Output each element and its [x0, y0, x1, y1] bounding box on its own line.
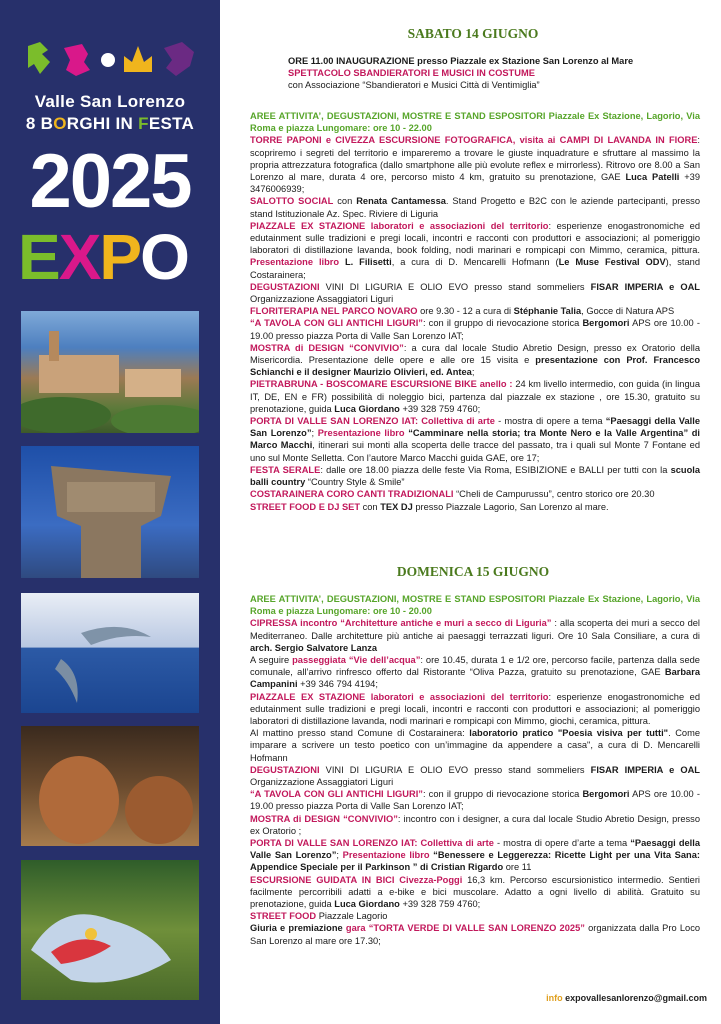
saturday-events — [250, 110, 700, 513]
piazzale-event — [250, 220, 700, 281]
white-dot-shape — [101, 53, 115, 67]
tavola-group: Bergomori — [582, 318, 630, 329]
sidebar — [0, 0, 220, 1024]
brand-subtitle-f: F — [138, 114, 149, 133]
mosaic-sculpture-photo — [21, 860, 199, 1000]
degustazioni-text1: VINI DI LIGURIA E OLIO EVO presso stand sommeliers — [319, 281, 591, 292]
escursione-event — [250, 874, 700, 911]
costarainera-event — [250, 488, 700, 500]
brand-shapes-logo — [26, 40, 196, 80]
sunday-piazzale-event — [250, 691, 700, 728]
floriterapia-heading: FLORITERAPIA NEL PARCO NOVARO — [250, 306, 418, 317]
sunday-degustazioni-event — [250, 764, 700, 788]
street-text2: presso Piazzale Lagorio, San Lorenzo al mare. — [412, 501, 609, 512]
brand-subtitle-part1: 8 B — [25, 114, 54, 133]
sunday-porta-book-heading: Presentazione libro — [342, 850, 434, 861]
sunday-tavola-heading: “A TAVOLA CON GLI ANTICHI LIGURI” — [250, 789, 423, 800]
sunday-porta-text2: ; — [336, 850, 343, 861]
brand-expo — [18, 222, 188, 292]
piazzale-book-heading: Presentazione libro — [250, 257, 345, 268]
footer-email[interactable]: expovallesanlorenzo@gmail.com — [565, 993, 707, 1003]
brand-subtitle-o: O — [53, 114, 67, 133]
escursione-text3: +39 328 759 4760; — [399, 899, 481, 910]
costarainera-text1: “Cheli de Campurussu”, centro storico ore 20.30 — [453, 489, 655, 500]
street-text1: con — [360, 501, 381, 512]
escursione-text2: 16,3 km. Percorso escursionistico intermedio. Sentieri facilmente percorribili adatti a e-bike e bici muscolare. Adatto a ogni livello di abilità. Gratuito su prenotazione, guida — [250, 874, 700, 910]
festa-school: scuola balli country — [250, 464, 701, 488]
brand-year: 2025 — [29, 139, 191, 224]
mattino-text1: . Come imparare a scrivere un testo poetico con un’immagine da appendere a casa", a cura di D. Mencarelli Hofmann — [250, 728, 701, 763]
giuria-gara: gara — [345, 923, 366, 934]
degustazioni-text2: Organizzazione Assaggiatori Liguri — [250, 294, 394, 305]
sunday-mostra-heading: MOSTRA di DESIGN “CONVIVIO” — [250, 813, 398, 824]
terracotta-jars-photo — [21, 726, 199, 846]
sunday-tavola-event — [250, 788, 700, 812]
escursione-heading: ESCURSIONE GUIDATA IN BICI — [250, 874, 395, 885]
pietrabruna-text2: +39 328 759 4760; — [399, 403, 481, 414]
porta-text2: ; — [311, 428, 318, 439]
mostra-presentation: presentazione con Prof. Francesco Schianchi e il designer Maurizio Olivieri, ed. Antea — [250, 355, 700, 378]
passeggiata-text1: : ore 10.45, durata 1 e 1/2 ore, percorso facile, partenza dalla sede comunale, all’arrivo rinfresco offerto dal Ristorante “Oliva Pazza, gratuito su prenotazione, GAE — [250, 655, 700, 678]
festa-event — [250, 464, 700, 488]
brand-subtitle-part3: ESTA — [148, 114, 195, 133]
torre-guide: Luca Patelli — [625, 172, 680, 183]
sunday-areas: AREE ATTIVITA’, DEGUSTAZIONI, MOSTRE E STAND ESPOSITORI Piazzale Ex Stazione, Lagorio, Via Roma e piazza Lungomare: ore 10 - 20.00 — [250, 594, 700, 617]
piazzale-book-author: L. Filisetti — [344, 257, 392, 268]
brand-subtitle — [0, 114, 220, 134]
giuria-text2: organizzata dalla Pro Loco San Lorenzo al mare ore 17.30; — [250, 923, 701, 946]
tavola-event — [250, 317, 700, 341]
yellow-crown-shape — [124, 46, 152, 72]
torre-event — [250, 134, 700, 195]
floriterapia-host: Stéphanie Talia — [513, 306, 582, 317]
cipressa-event — [250, 617, 700, 654]
pietrabruna-heading: PIETRABRUNA - BOSCOMARE ESCURSIONE BIKE anello : — [250, 379, 513, 390]
sunday-street-text1: Piazzale Lagorio — [316, 911, 388, 922]
degustazioni-org: FISAR IMPERIA e OAL — [590, 281, 700, 292]
piazzale-festival: Le Muse Festival ODV — [558, 257, 666, 268]
green-leaf-shape — [28, 42, 50, 74]
sunday-heading: DOMENICA 15 GIUGNO — [396, 564, 550, 579]
sunday-street-event — [250, 910, 700, 922]
passeggiata-guide: Barbara Campanini — [250, 667, 700, 690]
saturday-heading: SABATO 14 GIUGNO — [407, 26, 539, 41]
tavola-text1: : con il gruppo di rievocazione storica — [422, 318, 583, 329]
sunday-degustazioni-heading: DEGUSTAZIONI — [250, 764, 320, 775]
saturday-areas: AREE ATTIVITA’, DEGUSTAZIONI, MOSTRE E STAND ESPOSITORI Piazzale Ex Stazione, Lagorio, Via Roma e piazza Lungomare: ore 10 - 22.00 — [250, 111, 700, 134]
floriterapia-event — [250, 305, 700, 317]
tavola-heading: “A TAVOLA CON GLI ANTICHI LIGURI” — [250, 318, 423, 329]
piazzale-text1: : esperienze enogastronomiche ed edutainment sulle tradizioni e pregi locali, incontri e racconti con produttori e associazioni; al pomeriggio laboratori di distillazione lavanda, book folding, nodi marinari e rompicapi con Mimmo, ceramica, pittura. — [250, 220, 700, 256]
sunday-piazzale-heading: PIAZZALE EX STAZIONE laboratori e associazioni del territorio — [250, 691, 549, 702]
street-heading: STREET FOOD E DJ SET — [250, 501, 361, 512]
mattino-workshop: laboratorio pratico "Poesia visiva per tutti" — [469, 728, 669, 739]
sunday-porta-text3: ore 11 — [503, 862, 532, 873]
cipressa-architect: arch. Sergio Salvatore Lanza — [250, 642, 378, 653]
piazzale-text2: , a cura di D. Mencarelli Hofmann ( — [391, 257, 559, 268]
opening-show: SPETTACOLO SBANDIERATORI E MUSICI IN COSTUME — [288, 68, 535, 79]
sunday-porta-book-title: “Benessere e Leggerezza: Ricette Light per una Vita Sana: Appendice Speciale per il Parkinson ” di Cristian Rigardo — [250, 850, 701, 873]
sunday-tavola-group: Bergomori — [582, 789, 630, 800]
sunday-degustazioni-text2: Organizzazione Assaggiatori Liguri — [250, 777, 394, 788]
salotto-host: Renata Cantamessa — [356, 196, 446, 207]
pietrabruna-text1: 24 km livello intermedio, con guida (in lingua IT, DE, EN e FR) possibilità di noleggio bici, partenza dal piazzale ex stazione , ore 15.30, gratuito su prenotazione, guida — [250, 379, 700, 414]
sunday-mostra-event — [250, 813, 700, 837]
passeggiata-event — [250, 654, 700, 691]
sunday-porta-text1: - mostra di opere d’arte a tema — [493, 838, 631, 849]
expo-o: O — [140, 221, 188, 293]
pietrabruna-guide: Luca Giordano — [334, 403, 400, 414]
saturday-opening — [250, 55, 698, 92]
brand-title: Valle San Lorenzo — [34, 92, 186, 111]
piazzale-heading: PIAZZALE EX STAZIONE laboratori e associazioni del territorio — [250, 220, 549, 231]
degustazioni-event — [250, 281, 700, 305]
sunday-street-heading: STREET FOOD — [250, 911, 317, 922]
porta-event — [250, 415, 700, 464]
salotto-text1: con — [333, 196, 357, 207]
street-event — [250, 501, 700, 513]
porta-heading: PORTA DI VALLE SAN LORENZO IAT: Collettiva di arte — [250, 416, 495, 427]
passeggiata-heading: passeggiata “Vie dell’acqua” — [292, 655, 421, 666]
sunday-porta-event — [250, 837, 700, 874]
giuria-contest: “TORTA VERDE DI VALLE SAN LORENZO 2025” — [365, 923, 585, 934]
sunday-tavola-text2: APS ore 10.00 - 19.00 presso piazza Porta di Valle San Lorenzo IAT; — [250, 789, 700, 812]
passeggiata-text2: +39 346 794 4194; — [297, 679, 378, 690]
sunday-piazzale-text1: : esperienze enogastronomiche ed edutainment sulle tradizioni e pregi locali, incontri e racconti con produttori e associazioni; al pomeriggio laboratori di distillazione lavanda, nodi marinari e rompicapi con Mimmo, giochi, ceramica, pittura. — [250, 691, 700, 727]
costarainera-heading: COSTARAINERA CORO CANTI TRADIZIONALI — [250, 489, 454, 500]
porta-book-heading: Presentazione libro — [317, 428, 409, 439]
porta-text3: , itinerari sui monti alla scoperta delle tracce del passato, tra i quali sul Monte 7 Fontane ed uno sul Monte Selletta. Con l’autore Marco Macchi guida GAE, ore 17; — [250, 440, 700, 463]
salotto-text2: . Stand Progetto e B2C con le aziende partecipanti, presso stand Istituzionale Az. Spec. Riviere di Liguria — [250, 196, 700, 219]
giuria-heading: Giuria e premiazione — [250, 923, 343, 934]
expo-e: E — [18, 221, 59, 293]
passeggiata-intro: A seguire — [250, 655, 293, 666]
brand-subtitle-part2: RGHI IN — [66, 114, 139, 133]
salotto-heading: SALOTTO SOCIAL — [250, 196, 334, 207]
sunday-porta-theme: “Paesaggi della Valle San Lorenzo” — [250, 838, 700, 861]
pink-puzzle-shape — [64, 44, 90, 76]
torre-heading: TORRE PAPONI e CIVEZZA ESCURSIONE FOTOGRAFICA, visita ai CAMPI DI LAVANDA IN FIORE — [250, 135, 698, 146]
pietrabruna-event — [250, 378, 700, 415]
footer-info-label: info — [546, 993, 563, 1003]
sunday-mostra-text1: : incontro con i designer, a cura dal locale Studio Abretio Design, presso ex Oratorio ; — [250, 813, 700, 836]
sunday-tavola-text1: : con il gruppo di rievocazione storica — [422, 789, 583, 800]
porta-text1: - mostra di opere a tema — [494, 416, 606, 427]
footer-contact — [546, 993, 707, 1003]
cipressa-text1: : alla scoperta dei muri a secco del Mediterraneo. Dalle architetture più antiche ai paesaggi terrazzati liguri. Ore 10 Sala Consiliare, a cura di — [250, 618, 700, 641]
sunday-porta-heading: PORTA DI VALLE SAN LORENZO IAT: Collettiva di arte — [250, 838, 494, 849]
mattino-intro: Al mattino presso stand Comune di Costarainera: — [250, 728, 470, 739]
floriterapia-text1: ore 9.30 - 12 a cura di — [417, 306, 514, 317]
porta-book-title: “Camminare nella storia; tra Monte Nero e la Valle Argentina” di Marco Macchi — [250, 428, 701, 451]
sunday-events — [250, 593, 700, 947]
village-photo — [21, 311, 199, 433]
mattino-event — [250, 727, 700, 764]
torre-phone: +39 3476006939; — [250, 172, 701, 195]
escursione-route: Civezza-Poggi — [399, 874, 463, 885]
degustazioni-heading: DEGUSTAZIONI — [250, 281, 320, 292]
mostra-event — [250, 342, 700, 379]
opening-association: con Associazione “Sbandieratori e Musici Città di Ventimiglia” — [288, 80, 540, 91]
cipressa-heading: CIPRESSA incontro “Architetture antiche e muri a secco di Liguria” — [250, 618, 552, 629]
mostra-heading: MOSTRA di DESIGN “CONVIVIO” — [250, 342, 404, 353]
mostra-text1: : a cura dal locale Studio Abretio Design, presso ex Oratorio della Misericordia. Presentazione delle opere e alle ore 15 visita e — [250, 342, 700, 366]
mostra-text2: ; — [471, 367, 475, 378]
dolphins-photo — [21, 593, 199, 713]
salotto-event — [250, 195, 700, 219]
escursione-guide: Luca Giordano — [334, 899, 400, 910]
street-dj: TEX DJ — [380, 501, 413, 512]
festa-text2: “Country Style & Smile” — [305, 477, 405, 488]
porta-theme: “Paesaggi della Valle San Lorenzo” — [250, 416, 700, 439]
torre-text: : scopriremo i segreti del territorio e impareremo a trovare le giuste inquadrature e sfruttare al massimo la propria attrezzatura fotografica (dallo smartphone alle più evolute reflex e mirrorless). Ritrovo ore 8.00 a San Lorenzo al mare, durata 4 ore, percorso misto 4 km, gratuito su prenotazione, GAE — [250, 135, 700, 183]
festa-heading: FESTA SERALE — [250, 464, 321, 475]
festa-text1: : dalle ore 18.00 piazza delle feste Via Roma, ESIBIZIONE e BALLI per tutti con la — [320, 464, 671, 475]
expo-p: P — [99, 221, 141, 293]
purple-puzzle-shape — [164, 42, 194, 76]
expo-x: X — [58, 221, 100, 293]
sunday-degustazioni-text1: VINI DI LIGURIA E OLIO EVO presso stand sommeliers — [319, 764, 591, 775]
tavola-text2: APS ore 10.00 - 19.00 presso piazza Porta di Valle San Lorenzo IAT; — [250, 318, 700, 341]
opening-time: ORE 11.00 INAUGURAZIONE presso Piazzale ex Stazione San Lorenzo al Mare — [288, 56, 634, 66]
stone-capital-photo — [21, 446, 199, 578]
sunday-degustazioni-org: FISAR IMPERIA e OAL — [590, 764, 700, 775]
giuria-event — [250, 922, 700, 946]
floriterapia-text2: , Gocce di Natura APS — [581, 306, 675, 317]
piazzale-text3: ), stand Costarainera; — [250, 257, 700, 280]
